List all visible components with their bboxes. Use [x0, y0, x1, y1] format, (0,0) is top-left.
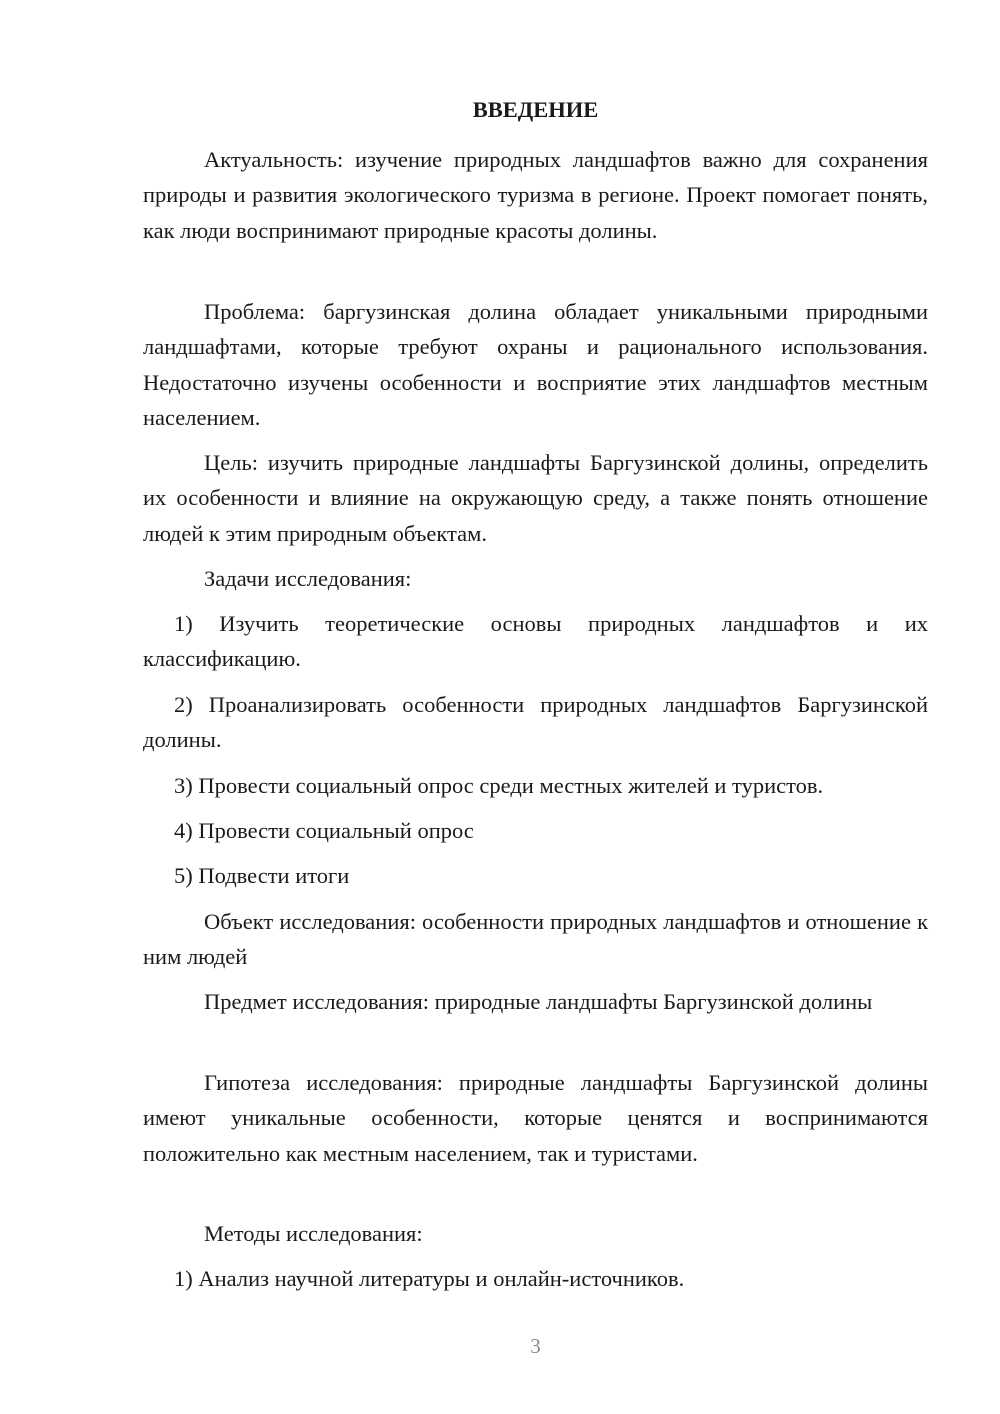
paragraph-hypothesis: Гипотеза исследования: природные ландшафты Баргузинской долины имеют уникальные особенности, которые ценятся и воспринимаются положительно как местным населением, так и туристами. [143, 1070, 928, 1166]
list-item-task-1: 1) Изучить теоретические основы природных ландшафтов и их классификацию. [143, 611, 928, 672]
paragraph-subject: Предмет исследования: природные ландшафты Баргузинской долины [204, 989, 873, 1014]
list-item-task-5: 5) Подвести итоги [174, 863, 350, 888]
list-item-method-1: 1) Анализ научной литературы и онлайн-источников. [174, 1266, 685, 1291]
paragraph-methods-heading: Методы исследования: [204, 1221, 423, 1246]
paragraph-relevance: Актуальность: изучение природных ландшафтов важно для сохранения природы и развития экологического туризма в регионе. Проект помогает понять, как люди воспринимают природные красоты долины. [143, 147, 928, 243]
paragraph-goal: Цель: изучить природные ландшафты Баргузинской долины, определить их особенности и влияние на окружающую среду, а также понять отношение людей к этим природным объектам. [143, 450, 928, 546]
list-item-task-4: 4) Провести социальный опрос [174, 818, 474, 843]
paragraph-tasks-heading: Задачи исследования: [204, 566, 412, 591]
document-page [143, 0, 928, 1414]
list-item-task-3: 3) Провести социальный опрос среди местных жителей и туристов. [174, 773, 824, 798]
section-title: ВВЕДЕНИЕ [472, 97, 599, 122]
paragraph-object: Объект исследования: особенности природных ландшафтов и отношение к ним людей [143, 909, 928, 970]
page-number: 3 [530, 1334, 541, 1358]
list-item-task-2: 2) Проанализировать особенности природных ландшафтов Баргузинской долины. [143, 692, 928, 753]
paragraph-problem: Проблема: баргузинская долина обладает уникальными природными ландшафтами, которые требуют охраны и рационального использования. Недостаточно изучены особенности и восприятие этих ландшафтов местным населением. [143, 299, 928, 430]
